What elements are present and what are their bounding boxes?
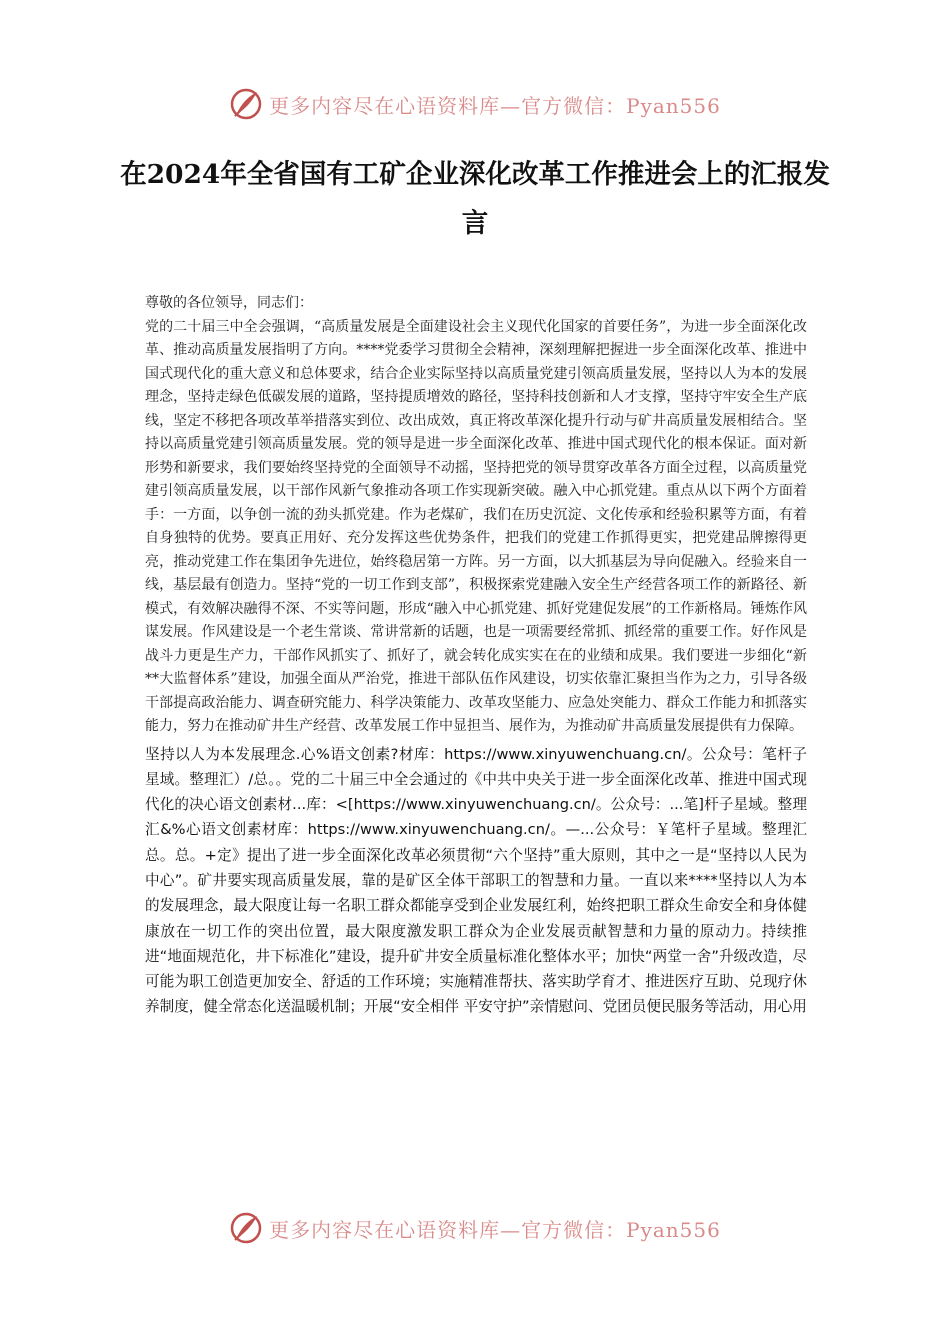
quill-logo-icon bbox=[229, 87, 263, 121]
paragraph-2: 坚持以人为本发展理念.心%语文创素?材库：https://www.xinyuwenchuang.cn/。公众号：笔杆子星域。整理汇）/总。。党的二十届三中全会通过的《中共中央关于进一步全面深化改革、推进中国式现代化的决心语文创素材...库：<[https://www.xinyuwenchuang.cn/。公众号：...笔]杆子星域。整理汇&%心语文创素材库：https://www.xinyuwenchuang.cn/。—...公众号：￥笔杆子星域。整理汇总。总。+定》提出了进一步全面深化改革必须贯彻“六个坚持”重大原则，其中之一是“坚持以人民为中心”。矿井要实现高质量发展，靠的是矿区全体干部职工的智慧和力量。一直以来****坚持以人为本的发展理念，最大限度让每一名职工群众都能享受到企业发展红利，始终把职工群众生命安全和身体健康放在一切工作的突出位置，最大限度激发职工群众为企业发展贡献智慧和力量的原动力。持续推进“地面规范化，井下标准化”建设，提升矿井安全质量标准化整体水平；加快“两堂一舍”升级改造，尽可能为职工创造更加安全、舒适的工作环境；实施精准帮扶、落实助学育才、推进医疗互助、兑现疗休养制度，健全常态化送温暖机制；开展“安全相伴 平安守护”亲情慰问、党团员便民服务等活动，用心用 bbox=[145, 745, 807, 1016]
watermark-header bbox=[0, 84, 950, 124]
paragraph-1: 党的二十届三中全会强调，“高质量发展是全面建设社会主义现代化国家的首要任务”，为进一步全面深化改革、推动高质量发展指明了方向。****党委学习贯彻全会精神，深刻理解把握进一步全面深化改革、推进中国式现代化的重大意义和总体要求，结合企业实际坚持以高质量党建引领高质量发展，坚持以人为本的发展理念，坚持走绿色低碳发展的道路，坚持提质增效的路径，坚持科技创新和人才支撑，坚持守牢安全生产底线，坚定不移把各项改革举措落实到位、改出成效，真正将改革深化提升行动与矿井高质量发展相结合。坚持以高质量党建引领高质量发展。党的领导是进一步全面深化改革、推进中国式现代化的根本保证。面对新形势和新要求，我们要始终坚持党的全面领导不动摇，坚持把党的领导贯穿改革各方面全过程，以高质量党建引领高质量发展，以干部作风新气象推动各项工作实现新突破。融入中心抓党建。重点从以下两个方面着手：一方面，以争创一流的劲头抓党建。作为老煤矿，我们在历史沉淀、文化传承和经验积累等方面，有着自身独特的优势。要真正用好、充分发挥这些优势条件，把我们的党建工作抓得更实，把党建品牌擦得更亮，推动党建工作在集团争先进位，始终稳居第一方阵。另一方面，以大抓基层为导向促融入。经验来自一线，基层最有创造力。坚持“党的一切工作到支部”，积极探索党建融入安全生产经营各项工作的新路径、新模式，有效解决融得不深、不实等问题，形成“融入中心抓党建、抓好党建促发展”的工作新格局。锤炼作风谋发展。作风建设是一个老生常谈、常讲常新的话题，也是一项需要经常抓、抓经常的重要工作。好作风是战斗力更是生产力，干部作风抓实了、抓好了，就会转化成实实在在的业绩和成果。我们要进一步细化“新**大监督体系”建设，加强全面从严治党，推进干部队伍作风建设，切实依靠汇聚担当作为之力，引导各级干部提高政治能力、调查研究能力、科学决策能力、改革攻坚能力、应急处突能力、群众工作能力和抓落实能力，努力在推动矿井生产经营、改革发展工作中显担当、展作为，为推动矿井高质量发展提供有力保障。 bbox=[145, 318, 807, 734]
sans-section bbox=[145, 742, 807, 1020]
watermark-footer bbox=[0, 1208, 950, 1248]
watermark-text: 更多内容尽在心语资料库—官方微信：Pyan556 bbox=[269, 1217, 721, 1242]
watermark-text: 更多内容尽在心语资料库—官方微信：Pyan556 bbox=[269, 93, 721, 118]
document-body bbox=[145, 292, 807, 1020]
greeting: 尊敬的各位领导，同志们： bbox=[145, 295, 313, 311]
serif-section bbox=[145, 292, 807, 739]
document-title: 在2024年全省国有工矿企业深化改革工作推进会上的汇报发言 bbox=[120, 159, 830, 239]
quill-logo-icon bbox=[229, 1211, 263, 1245]
